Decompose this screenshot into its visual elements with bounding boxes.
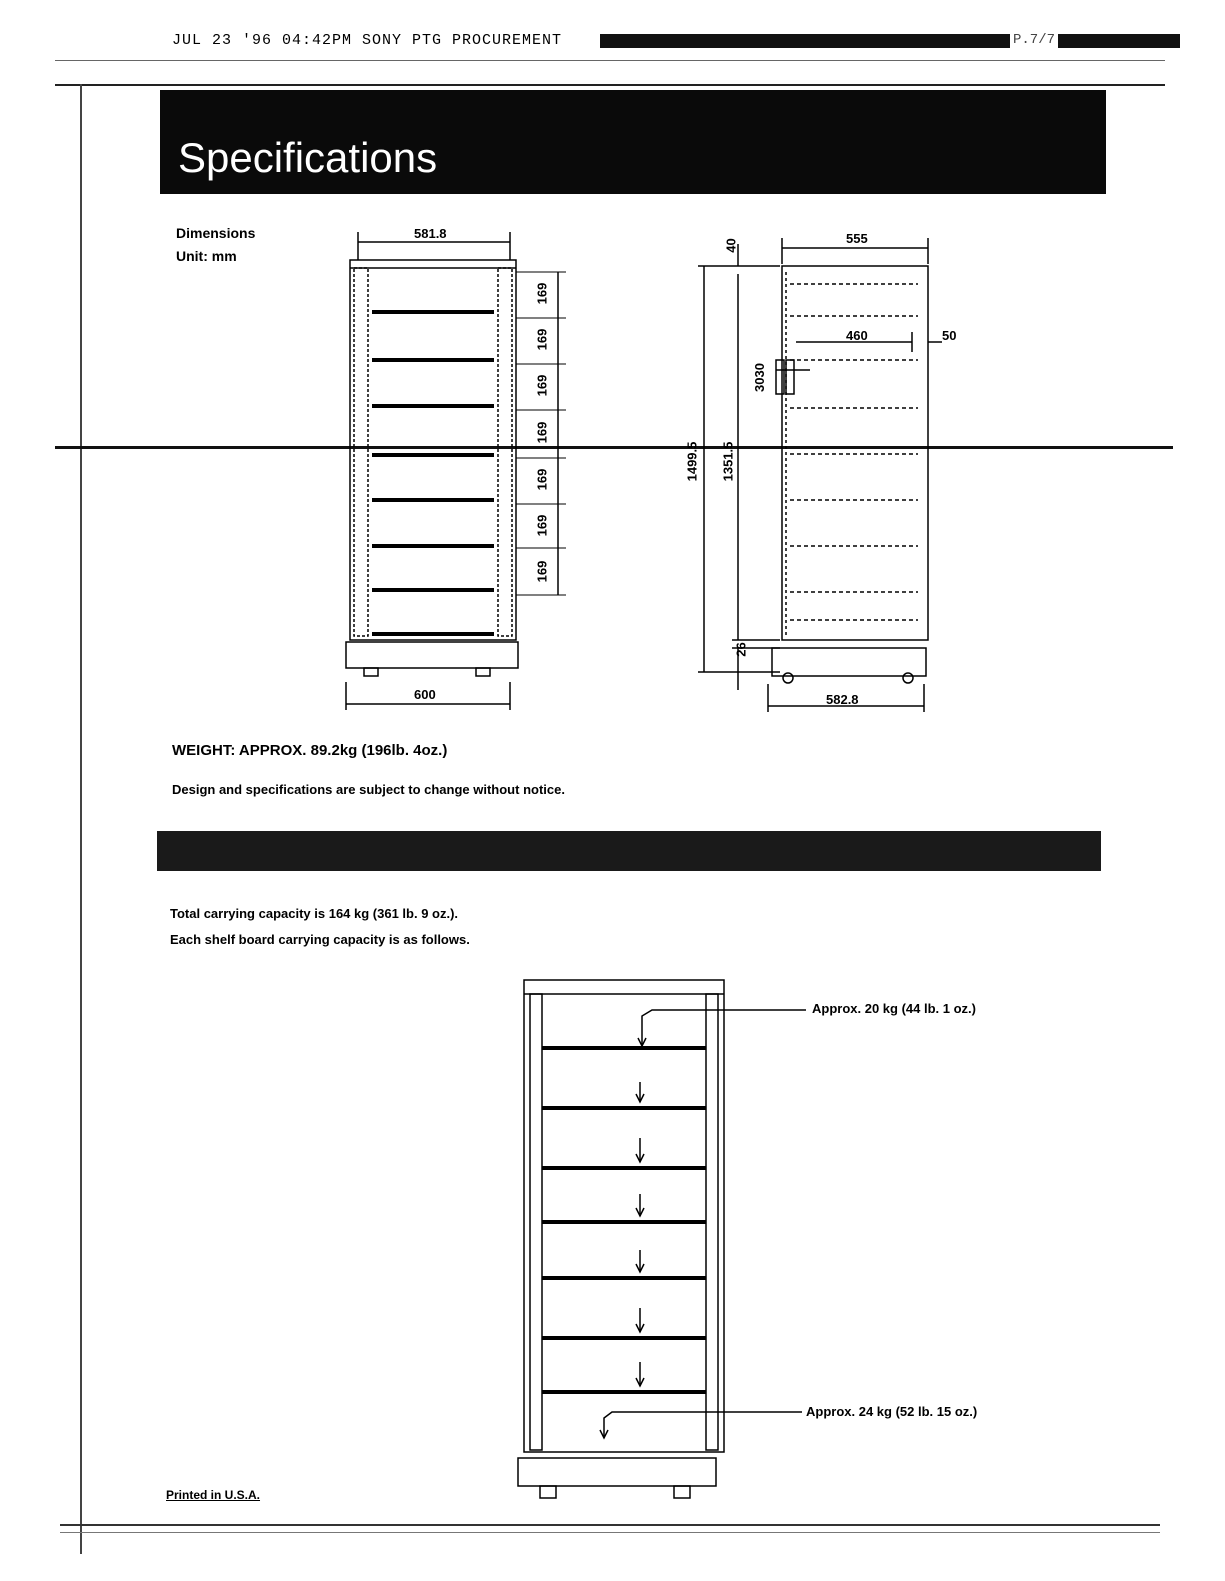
shelf-spacing: 169	[534, 328, 550, 351]
unit-label: Unit: mm	[176, 248, 237, 264]
side-inner-height: 1351.5	[720, 441, 736, 482]
side-bottom-depth: 582.8	[826, 692, 859, 707]
page-title: Specifications	[178, 134, 438, 181]
shelf-spacing: 169	[534, 468, 550, 491]
side-inner-offset: 50	[942, 328, 957, 343]
front-bottom-width: 600	[414, 687, 436, 702]
fax-page-number: P.7/7	[1010, 32, 1058, 48]
capacity-rack-drawing	[510, 972, 1070, 1512]
scan-bottom-line	[60, 1532, 1160, 1533]
shelf-spacing: 169	[534, 282, 550, 305]
scan-line	[55, 84, 1165, 86]
top-shelf-capacity: Approx. 20 kg (44 lb. 1 oz.)	[812, 1001, 976, 1016]
side-inner-depth: 460	[846, 328, 868, 343]
side-top-depth: 555	[846, 231, 868, 246]
shelf-spacing: 169	[534, 560, 550, 583]
scan-line	[55, 60, 1165, 61]
shelf-spacing: 169	[534, 374, 550, 397]
notice-text: Design and specifications are subject to change without notice.	[172, 782, 565, 797]
front-top-width: 581.8	[414, 226, 447, 241]
side-rail-size: 3030	[751, 363, 767, 392]
printed-in-label: Printed in U.S.A.	[166, 1488, 261, 1502]
shelf-spacing: 169	[534, 421, 550, 444]
scan-horizontal-line	[55, 446, 1173, 449]
each-capacity-text: Each shelf board carrying capacity is as follows.	[170, 932, 470, 947]
scan-left-border	[80, 84, 82, 1554]
fax-header-bar	[600, 34, 1180, 48]
front-view-drawing	[330, 220, 590, 720]
bottom-shelf-capacity: Approx. 24 kg (52 lb. 15 oz.)	[806, 1404, 978, 1419]
section-separator-bar	[157, 831, 1101, 871]
dimensions-label: Dimensions	[176, 225, 256, 241]
shelf-spacing: 169	[534, 514, 550, 537]
side-top-offset: 40	[723, 238, 739, 253]
side-base-height: 26	[733, 642, 749, 657]
total-capacity-text: Total carrying capacity is 164 kg (361 lb. 9 oz.).	[170, 906, 459, 921]
side-total-height: 1499.5	[684, 441, 700, 482]
scan-bottom-line	[60, 1524, 1160, 1526]
weight-text: WEIGHT: APPROX. 89.2kg (196lb. 4oz.)	[172, 742, 448, 759]
fax-header: JUL 23 '96 04:42PM SONY PTG PROCUREMENT	[172, 32, 563, 49]
